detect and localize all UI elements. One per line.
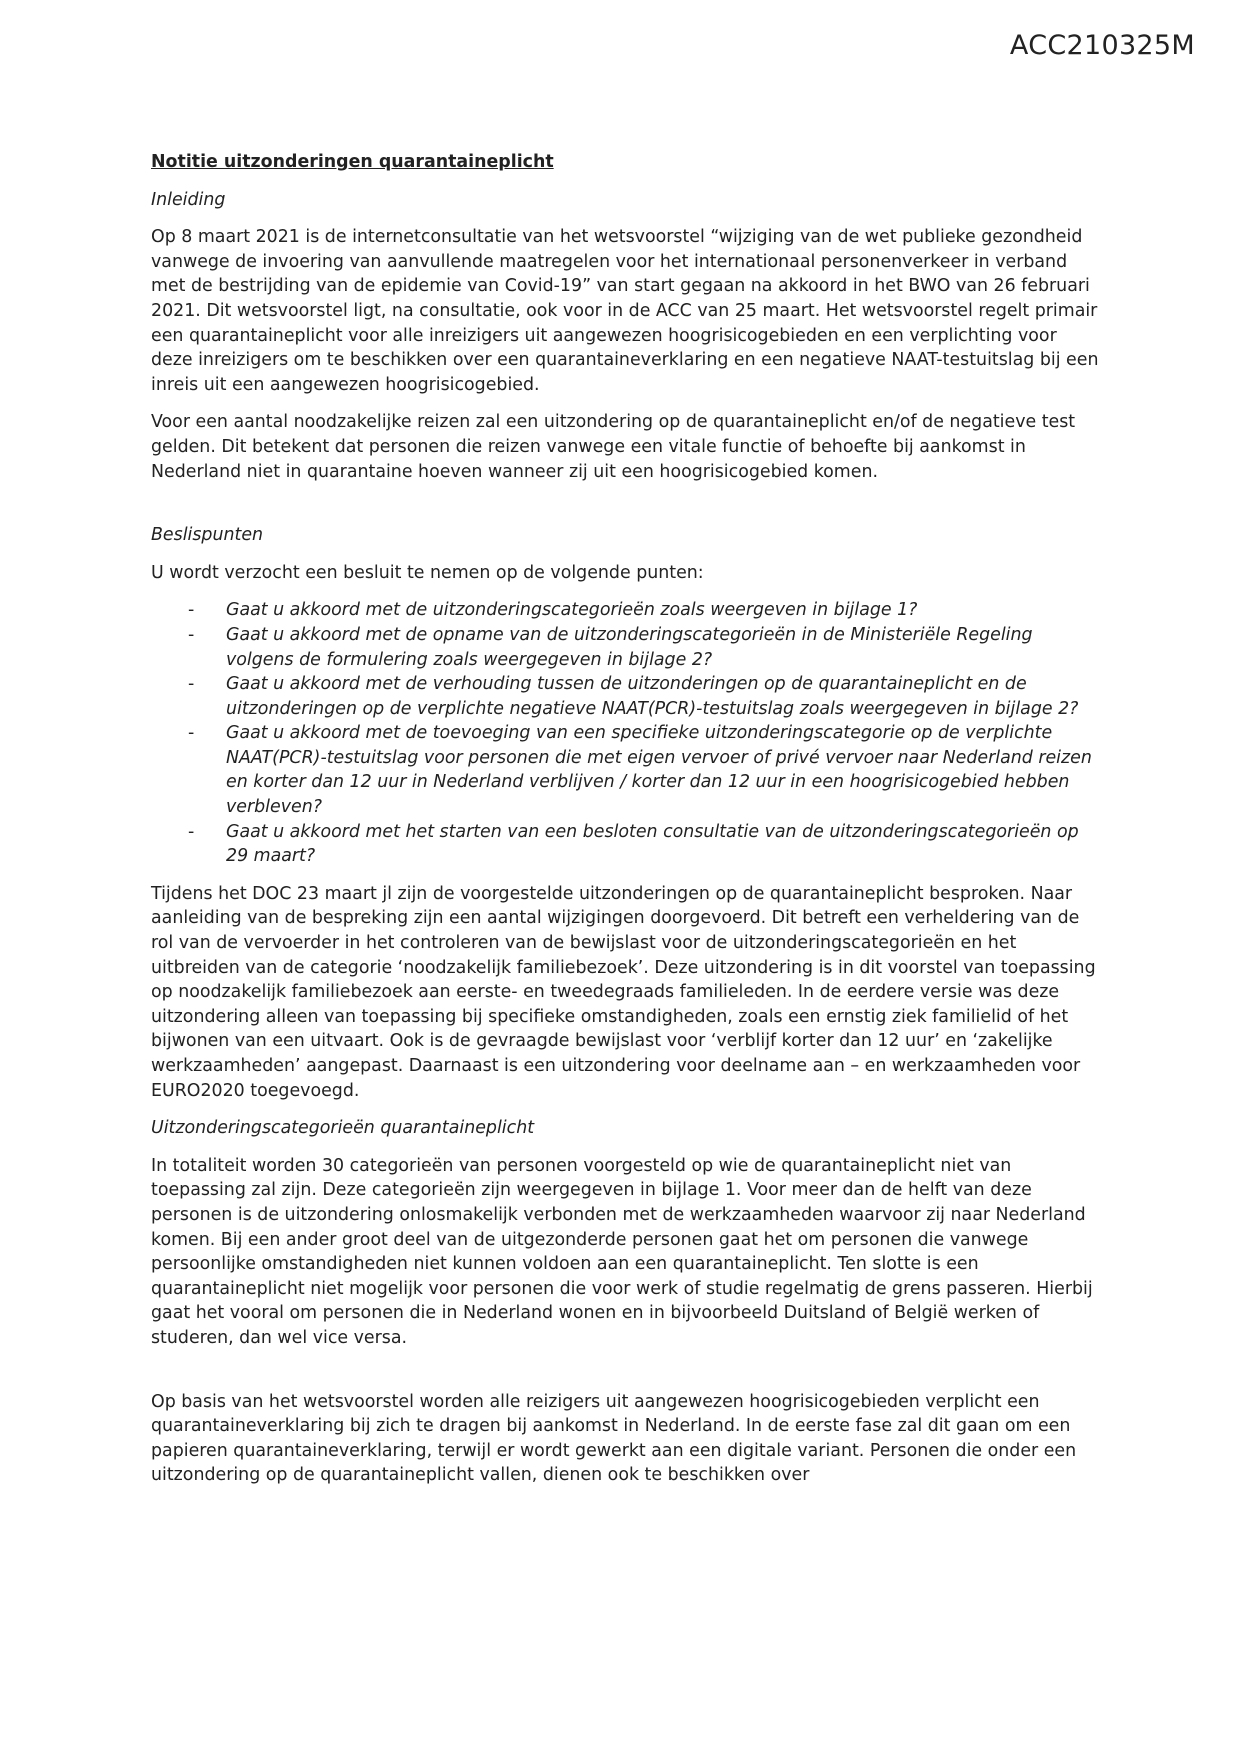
paragraph: Tijdens het DOC 23 maart jl zijn de voorgestelde uitzonderingen op de quarantaineplicht besproken. Naar aanleiding van de bespreking zijn een aantal wijzigingen doorgevoerd. Dit betreft een verheldering van de rol van de vervoerder in het controleren van de bewijslast voor de uitzonderingscategorieën en het uitbreiden van de categorie ‘noodzakelijk familiebezoek’. Deze uitzondering is in dit voorstel van toepassing op noodzakelijk familiebezoek aan eerste- en tweedegraads familieleden. In de eerdere versie was deze uitzondering alleen van toepassing bij specifieke omstandigheden, zoals een ernstig ziek familielid of het bijwonen van een uitvaart. Ook is de gevraagde bewijslast voor ‘verblijf korter dan 12 uur’ en ‘zakelijke werkzaamheden’ aangepast. Daarnaast is een uitzondering voor deelname aan – en werkzaamheden voor EURO2020 toegevoegd. <box>151 883 1096 1101</box>
dash-bullet: - <box>188 821 195 842</box>
dash-bullet: - <box>188 674 195 695</box>
section-heading-inleiding: Inleiding <box>151 189 226 210</box>
document-id: ACC210325M <box>1009 30 1195 61</box>
document-title: Notitie uitzonderingen quarantaineplicht <box>151 152 554 172</box>
decision-points-list <box>151 598 1101 869</box>
document-body <box>151 150 1101 1501</box>
section-heading-categorieen: Uitzonderingscategorieën quarantaineplicht <box>151 1118 535 1139</box>
list-item <box>151 623 1101 672</box>
paragraph: Op 8 maart 2021 is de internetconsultatie van het wetsvoorstel “wijziging van de wet publieke gezondheid vanwege de invoering van aanvullende maatregelen voor het internationaal personenverkeer in verband met de bestrijding van de epidemie van Covid-19” van start gegaan na akkoord in het BWO van 26 februari 2021. Dit wetsvoorstel ligt, na consultatie, ook voor in de ACC van 25 maart. Het wetsvoorstel regelt primair een quarantaineplicht voor alle inreizigers uit aangewezen hoogrisicogebieden en een verplichting voor deze inreizigers om te beschikken over een quarantaineverklaring en een negatieve NAAT-testuitslag bij een inreis uit een aangewezen hoogrisicogebied. <box>151 227 1099 395</box>
dash-bullet: - <box>188 624 195 645</box>
list-item-text: Gaat u akkoord met het starten van een besloten consultatie van de uitzonderingscategorieën op 29 maart? <box>226 821 1079 867</box>
dash-bullet: - <box>188 723 195 744</box>
paragraph: Op basis van het wetsvoorstel worden alle reizigers uit aangewezen hoogrisicogebieden verplicht een quarantaineverklaring bij zich te dragen bij aankomst in Nederland. In de eerste fase zal dit gaan om een papieren quarantaineverklaring, terwijl er wordt gewerkt aan een digitale variant. Personen die onder een uitzondering op de quarantaineplicht vallen, dienen ook te beschikken over <box>151 1391 1077 1486</box>
list-item <box>151 598 1101 623</box>
list-item-text: Gaat u akkoord met de verhouding tussen de uitzonderingen op de quarantaineplicht en de uitzonderingen op de verplichte negatieve NAAT(PCR)-testuitslag zoals weergegeven in bijlage 2? <box>226 674 1079 719</box>
section-heading-beslispunten: Beslispunten <box>151 525 264 546</box>
paragraph: U wordt verzocht een besluit te nemen op de volgende punten: <box>151 562 704 583</box>
list-item <box>151 721 1101 819</box>
paragraph: In totaliteit worden 30 categorieën van personen voorgesteld op wie de quarantaineplicht niet van toepassing zal zijn. Deze categorieën zijn weergegeven in bijlage 1. Voor meer dan de helft van deze personen is de uitzondering onlosmakelijk verbonden met de werkzaamheden waarvoor zij naar Nederland komen. Bij een ander groot deel van de uitgezonderde personen gaat het om personen die vanwege persoonlijke omstandigheden niet kunnen voldoen aan een quarantaineplicht. Ten slotte is een quarantaineplicht niet mogelijk voor personen die voor werk of studie regelmatig de grens passeren. Hierbij gaat het vooral om personen die in Nederland wonen en in bijvoorbeeld Duitsland of België werken of studeren, dan wel vice versa. <box>151 1155 1093 1348</box>
dash-bullet: - <box>188 600 195 621</box>
list-item-text: Gaat u akkoord met de uitzonderingscategorieën zoals weergeven in bijlage 1? <box>226 600 918 621</box>
list-item <box>151 820 1101 869</box>
list-item-text: Gaat u akkoord met de opname van de uitzonderingscategorieën in de Ministeriële Regeling volgens de formulering zoals weergegeven in bijlage 2? <box>226 624 1033 670</box>
list-item <box>151 672 1101 721</box>
list-item-text: Gaat u akkoord met de toevoeging van een specifieke uitzonderingscategorie op de verplichte NAAT(PCR)-testuitslag voor personen die met eigen vervoer of privé vervoer naar Nederland reizen en korter dan 12 uur in Nederland verblijven / korter dan 12 uur in een hoogrisicogebied hebben verbleven? <box>226 723 1092 818</box>
paragraph: Voor een aantal noodzakelijke reizen zal een uitzondering op de quarantaineplicht en/of de negatieve test gelden. Dit betekent dat personen die reizen vanwege een vitale functie of behoefte bij aankomst in Nederland niet in quarantaine hoeven wanneer zij uit een hoogrisicogebied komen. <box>151 412 1076 482</box>
